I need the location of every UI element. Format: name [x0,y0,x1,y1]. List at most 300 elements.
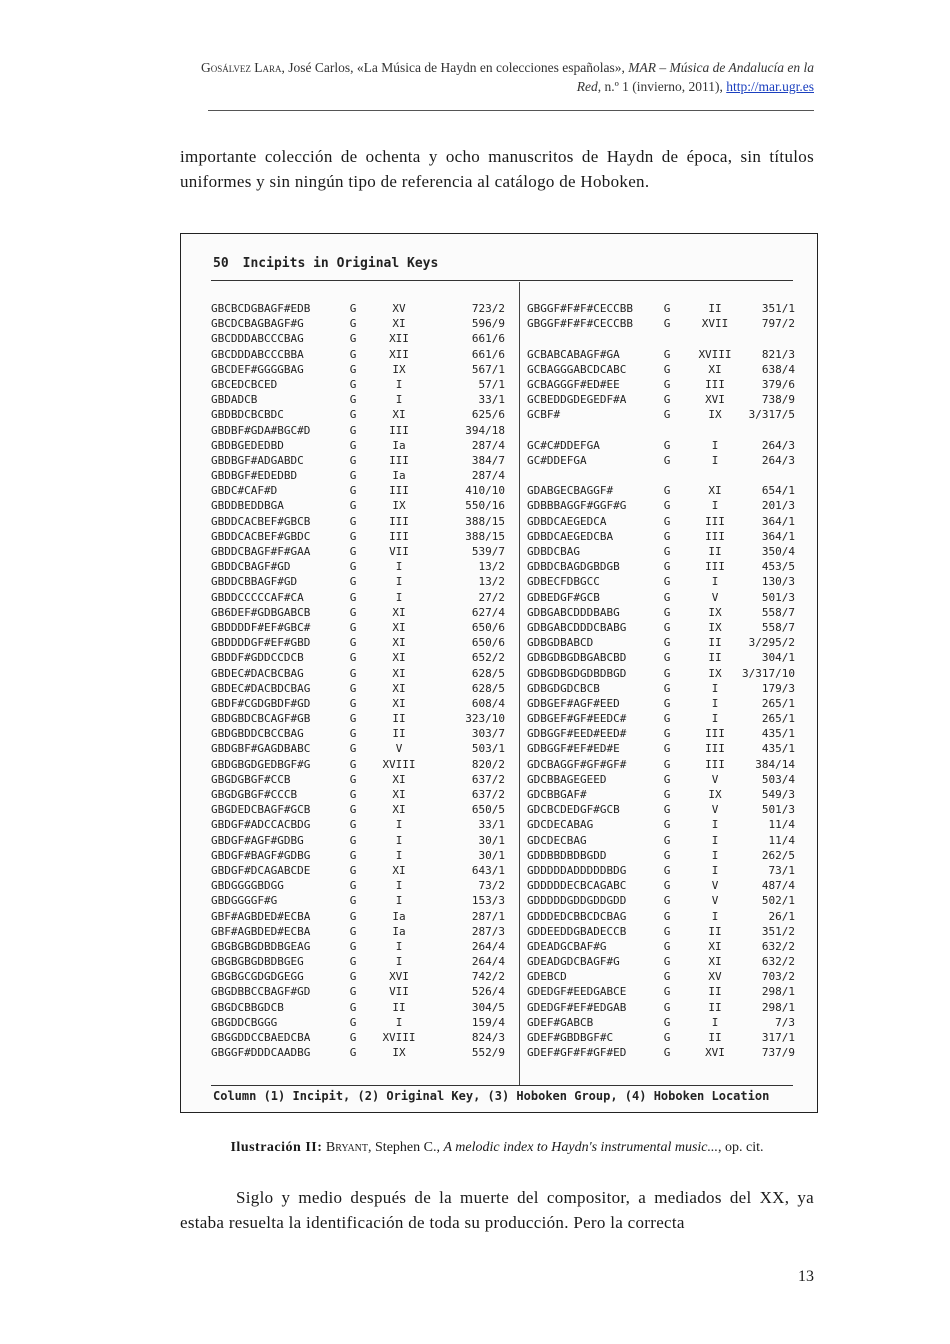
incipit-row [527,651,799,666]
incipit-cell: GDBGDBABCD [527,636,594,650]
incipit-cell: GBCDDDABCCCBBA [211,347,304,361]
incipit-cell: GDCBAGGF#GF#GF# [527,757,627,771]
hoboken-group-cell: VII [389,545,409,558]
key-cell: G [349,1046,357,1060]
hoboken-location-cell: 159/4 [471,1015,505,1029]
hoboken-location-cell: 526/4 [471,985,505,999]
group-spacer [527,424,799,439]
incipit-row [211,621,511,636]
hoboken-group-cell: IX [708,620,722,634]
hoboken-location-cell: 3/317/5 [748,408,795,422]
incipit-cell: GBDF#CGDGBDF#GD [211,696,311,710]
hoboken-group-cell: III [389,514,409,528]
header-author: Gosálvez Lara [200,60,282,75]
hoboken-group-cell: I [711,1015,719,1029]
key-cell: G [663,317,671,331]
incipit-row [527,499,799,514]
incipit-row [527,970,799,985]
hoboken-group-cell: V [711,590,719,604]
key-cell: G [663,651,671,665]
incipit-row [211,682,511,697]
incipit-row [211,879,511,894]
key-cell: G [349,590,357,604]
key-cell: G [663,1015,671,1029]
hoboken-group-cell: V [711,803,719,817]
incipit-column-right [527,302,799,1061]
incipit-cell: GBGGF#F#F#CECCBB [527,317,633,331]
key-cell: G [663,620,671,634]
incipit-row [527,818,799,833]
incipit-row [211,363,511,378]
hoboken-location-cell: 628/5 [471,681,505,695]
caption-label: Ilustración II: [230,1140,323,1155]
key-cell: G [349,848,357,862]
incipit-cell: GBCEDCBCED [211,377,278,391]
hoboken-location-cell: 388/15 [465,529,505,543]
incipit-cell: GDBGEF#AGF#EED [527,696,620,710]
incipit-row [527,697,799,712]
hoboken-group-cell: I [395,393,403,407]
hoboken-location-cell: 262/5 [761,848,795,862]
incipit-row [211,332,511,347]
incipit-cell: GBDDF#GDDCCDCB [211,651,304,665]
hoboken-location-cell: 821/3 [761,347,795,361]
hoboken-location-cell: 435/1 [761,727,795,741]
incipit-cell: GDBGABCDDDCBABG [527,620,627,634]
incipit-row [527,606,799,621]
incipit-row [527,636,799,651]
hoboken-group-cell: XI [392,317,406,331]
hoboken-location-cell: 27/2 [478,590,505,604]
incipit-row [527,803,799,818]
incipit-row [527,682,799,697]
key-cell: G [349,469,357,483]
hoboken-group-cell: II [708,985,722,999]
key-cell: G [349,757,357,771]
hoboken-location-cell: 738/9 [761,393,795,407]
key-cell: G [663,377,671,391]
incipit-cell: GBCBCDGBAGF#EDB [211,302,311,315]
incipit-cell: GCBF# [527,408,561,422]
incipit-row [527,834,799,849]
incipit-row [527,515,799,530]
incipit-cell: GBDGBDDCBCCBAG [211,727,304,741]
hoboken-location-cell: 130/3 [761,575,795,589]
hoboken-group-cell: XV [708,970,722,984]
hoboken-group-cell: I [711,863,719,877]
hoboken-location-cell: 650/6 [471,620,505,634]
incipit-cell: GC#DDEFGA [527,453,587,467]
hoboken-location-cell: 11/4 [768,818,795,832]
key-cell: G [663,302,671,315]
hoboken-group-cell: IX [708,788,722,801]
hoboken-group-cell: XI [392,651,406,665]
key-cell: G [663,879,671,893]
hoboken-group-cell: XI [392,408,406,422]
incipit-row [211,1001,511,1016]
hoboken-location-cell: 625/6 [471,408,505,422]
hoboken-location-cell: 26/1 [768,909,795,923]
hoboken-location-cell: 351/2 [761,924,795,938]
incipit-row [211,545,511,560]
incipit-cell: GBDBGF#EDEDBD [211,469,298,483]
incipit-cell: GDEADGCBAF#G [527,939,607,953]
hoboken-location-cell: 501/3 [761,590,795,604]
hoboken-group-cell: Ia [392,438,406,452]
incipit-cell: GDDDDDGDDGDDGDD [527,894,627,908]
incipit-row [527,1016,799,1031]
key-cell: G [349,727,357,741]
incipit-row [211,788,511,803]
key-cell: G [349,924,357,938]
incipit-row [211,408,511,423]
incipit-row [211,560,511,575]
key-cell: G [663,484,671,498]
group-spacer [527,469,799,484]
key-cell: G [663,955,671,969]
hoboken-group-cell: XII [389,332,409,346]
hoboken-group-cell: I [711,575,719,589]
hoboken-location-cell: 503/1 [471,742,505,756]
hoboken-group-cell: XV [392,302,406,315]
key-cell: G [349,408,357,422]
key-cell: G [349,423,357,437]
hoboken-group-cell: V [711,879,719,893]
incipit-cell: GBCDEF#GGGGBAG [211,362,304,376]
hoboken-location-cell: 287/4 [471,438,505,452]
key-cell: G [663,560,671,574]
incipit-cell: GBDGF#BAGF#GDBG [211,848,311,862]
key-cell: G [663,590,671,604]
hoboken-group-cell: I [395,833,403,847]
hoboken-location-cell: 638/4 [761,362,795,376]
header-divider [208,110,814,111]
incipit-cell: GBGDCBBGDCB [211,1000,284,1014]
body-paragraph-1: importante colección de ochenta y ocho manuscritos de Haydn de época, sin títulos uniformes y sin ningún tipo de referencia al catálogo de Hoboken. [180,147,814,191]
hoboken-group-cell: XVIII [382,757,416,771]
incipit-cell: GBDDCBAGF#GD [211,560,291,574]
incipit-row [527,621,799,636]
hoboken-group-cell: II [708,302,722,315]
key-cell: G [663,757,671,771]
hoboken-group-cell: IX [392,362,406,376]
hoboken-location-cell: 501/3 [761,803,795,817]
hoboken-location-cell: 3/295/2 [748,636,795,650]
hoboken-group-cell: III [705,727,725,741]
hoboken-location-cell: 33/1 [478,393,505,407]
incipit-cell: GBDDCBAGF#F#GAA [211,545,311,558]
hoboken-group-cell: Ia [392,924,406,938]
incipit-row [527,560,799,575]
hoboken-group-cell: XVI [389,970,409,984]
incipit-cell: GBCDDDABCCCBAG [211,332,304,346]
incipit-row [211,742,511,757]
hoboken-group-cell: I [395,848,403,862]
key-cell: G [663,408,671,422]
hoboken-location-cell: 287/4 [471,469,505,483]
key-cell: G [663,970,671,984]
key-cell: G [349,377,357,391]
incipit-cell: GDBGABCDDDBABG [527,605,620,619]
hoboken-group-cell: XI [392,863,406,877]
incipit-row [211,985,511,1000]
hoboken-location-cell: 558/7 [761,620,795,634]
incipit-cell: GDABGECBAGGF# [527,484,614,498]
incipit-cell: GDCBBAGEGEED [527,772,607,786]
key-cell: G [663,696,671,710]
key-cell: G [349,620,357,634]
key-cell: G [663,575,671,589]
body-paragraph-2-text: Siglo y medio después de la muerte del compositor, a mediados del XX, ya estaba resuelta la identificación de toda su producción. Pero la correcta [180,1188,814,1232]
hoboken-group-cell: III [389,423,409,437]
hoboken-location-cell: 703/2 [761,970,795,984]
hoboken-group-cell: I [395,575,403,589]
hoboken-location-cell: 287/1 [471,909,505,923]
hoboken-location-cell: 627/4 [471,605,505,619]
incipit-cell: GCBABCABAGF#GA [527,347,620,361]
hoboken-group-cell: XI [392,666,406,680]
hoboken-group-cell: XI [392,803,406,817]
hoboken-group-cell: VII [389,985,409,999]
incipit-cell: GBDDCCCCCAF#CA [211,590,304,604]
incipit-cell: GBGDEDCBAGF#GCB [211,803,311,817]
key-cell: G [349,1015,357,1029]
hoboken-group-cell: I [395,377,403,391]
hoboken-location-cell: 3/317/10 [742,666,795,680]
header-author-rest: , José Carlos, «La Música de Haydn en colecciones españolas», [281,60,629,75]
incipit-row [527,727,799,742]
incipit-cell: GDCBCDEDGF#GCB [527,803,620,817]
key-cell: G [663,681,671,695]
running-header [180,58,814,96]
incipit-cell: GDBDCBAG [527,545,580,558]
hoboken-location-cell: 7/3 [775,1015,795,1029]
key-cell: G [349,651,357,665]
header-issue: , n.º 1 (invierno, 2011), [597,79,727,94]
hoboken-group-cell: XI [392,788,406,801]
incipit-cell: GDDDEDCBBCDCBAG [527,909,627,923]
hoboken-group-cell: I [711,499,719,513]
incipit-cell: GBGDGBGF#CCCB [211,788,298,801]
incipit-row [527,712,799,727]
hoboken-group-cell: III [705,560,725,574]
hoboken-group-cell: I [395,590,403,604]
incipit-row [527,910,799,925]
scan-top-rule [211,280,793,281]
hoboken-group-cell: XVIII [382,1031,416,1044]
hoboken-group-cell: V [711,772,719,786]
hoboken-location-cell: 30/1 [478,848,505,862]
incipit-row [211,727,511,742]
incipit-cell: GBDDDDGF#EF#GBD [211,636,311,650]
hoboken-location-cell: 201/3 [761,499,795,513]
group-spacer [527,332,799,347]
scanned-figure [180,233,818,1113]
incipit-cell: GDBGDBGDBGABCBD [527,651,627,665]
hoboken-location-cell: 632/2 [761,955,795,969]
key-cell: G [663,1000,671,1014]
scan-page-number: 50 [213,256,229,271]
incipit-cell: GDEF#GBDBGF#C [527,1031,614,1044]
hoboken-group-cell: III [389,453,409,467]
key-cell: G [663,362,671,376]
incipit-row [211,773,511,788]
incipit-row [211,712,511,727]
key-cell: G [663,1046,671,1060]
incipit-row [527,667,799,682]
incipit-cell: GDCDECABAG [527,818,594,832]
hoboken-location-cell: 30/1 [478,833,505,847]
key-cell: G [663,347,671,361]
incipit-row [211,864,511,879]
hoboken-location-cell: 179/3 [761,681,795,695]
hoboken-group-cell: I [711,696,719,710]
key-cell: G [663,727,671,741]
hoboken-location-cell: 298/1 [761,985,795,999]
incipit-row [211,758,511,773]
key-cell: G [349,347,357,361]
hoboken-group-cell: XI [708,955,722,969]
incipit-cell: GBDBDCBCBDC [211,408,284,422]
incipit-row [527,408,799,423]
hoboken-group-cell: II [392,712,406,726]
key-cell: G [663,636,671,650]
incipit-row [211,910,511,925]
header-url-link[interactable]: http://mar.ugr.es [726,79,814,94]
key-cell: G [349,712,357,726]
incipit-cell: GDEBCD [527,970,567,984]
incipit-row [211,849,511,864]
hoboken-group-cell: I [711,818,719,832]
key-cell: G [349,438,357,452]
hoboken-location-cell: 820/2 [471,757,505,771]
hoboken-location-cell: 384/7 [471,453,505,467]
incipit-cell: GBDGBGDGEDBGF#G [211,757,311,771]
hoboken-location-cell: 298/1 [761,1000,795,1014]
incipit-row [211,454,511,469]
incipit-row [527,925,799,940]
incipit-cell: GBDGBF#GAGDBABC [211,742,311,756]
hoboken-group-cell: IX [392,499,406,513]
incipit-row [527,788,799,803]
hoboken-group-cell: IX [392,1046,406,1060]
incipit-row [211,317,511,332]
incipit-row [211,499,511,514]
incipit-column-left [211,302,511,1061]
hoboken-location-cell: 303/7 [471,727,505,741]
incipit-row [211,925,511,940]
key-cell: G [349,985,357,999]
incipit-row [211,636,511,651]
incipit-cell: GBDBGF#ADGABDC [211,453,304,467]
incipit-row [211,302,511,317]
incipit-cell: GBGBGBGDBDBGEAG [211,939,311,953]
incipit-row [211,591,511,606]
incipit-cell: GBGBGBGDBDBGEG [211,955,304,969]
hoboken-group-cell: XI [708,484,722,498]
hoboken-location-cell: 632/2 [761,939,795,953]
hoboken-location-cell: 350/4 [761,545,795,558]
incipit-cell: GDEF#GF#F#GF#ED [527,1046,627,1060]
incipit-row [211,818,511,833]
incipit-cell: GDEDGF#EEDGABCE [527,985,627,999]
hoboken-location-cell: 264/4 [471,939,505,953]
hoboken-group-cell: I [395,955,403,969]
incipit-row [527,393,799,408]
hoboken-location-cell: 661/6 [471,347,505,361]
incipit-row [211,1031,511,1046]
key-cell: G [349,499,357,513]
hoboken-group-cell: II [708,1031,722,1044]
hoboken-group-cell: I [395,1015,403,1029]
incipit-row [211,1016,511,1031]
incipit-row [211,515,511,530]
hoboken-group-cell: II [708,545,722,558]
hoboken-location-cell: 654/1 [761,484,795,498]
key-cell: G [663,453,671,467]
incipit-row [527,454,799,469]
key-cell: G [663,772,671,786]
hoboken-location-cell: 567/1 [471,362,505,376]
incipit-row [211,575,511,590]
hoboken-group-cell: III [705,377,725,391]
hoboken-location-cell: 737/9 [761,1046,795,1060]
incipit-cell: GDCDECBAG [527,833,587,847]
incipit-cell: GDEF#GABCB [527,1015,594,1029]
scan-bottom-rule [211,1085,793,1086]
incipit-cell: GBDDDDF#EF#GBC# [211,620,311,634]
hoboken-location-cell: 364/1 [761,514,795,528]
key-cell: G [663,863,671,877]
hoboken-location-cell: 317/1 [761,1031,795,1044]
page-number: 13 [798,1268,814,1285]
hoboken-group-cell: III [705,514,725,528]
incipit-row [211,697,511,712]
incipit-cell: GDBGDBGDGDBDBGD [527,666,627,680]
incipit-cell: GBF#AGBDED#ECBA [211,909,311,923]
incipit-row [211,484,511,499]
incipit-row [211,439,511,454]
hoboken-location-cell: 13/2 [478,560,505,574]
incipit-cell: GDBGGF#EED#EED# [527,727,627,741]
key-cell: G [349,803,357,817]
incipit-cell: GDBGEF#GF#EEDC# [527,712,627,726]
incipit-row [527,758,799,773]
hoboken-location-cell: 549/3 [761,788,795,801]
hoboken-group-cell: IX [708,605,722,619]
key-cell: G [663,939,671,953]
hoboken-location-cell: 410/10 [465,484,505,498]
hoboken-location-cell: 539/7 [471,545,505,558]
hoboken-group-cell: I [711,453,719,467]
hoboken-group-cell: XVI [705,393,725,407]
hoboken-group-cell: XI [392,681,406,695]
hoboken-group-cell: I [711,712,719,726]
hoboken-group-cell: III [389,529,409,543]
hoboken-group-cell: IX [708,408,722,422]
incipit-row [527,742,799,757]
hoboken-location-cell: 661/6 [471,332,505,346]
scan-column-legend: Column (1) Incipit, (2) Original Key, (3) Hoboken Group, (4) Hoboken Location [213,1089,770,1103]
incipit-cell: GDDBBDBDBGDD [527,848,607,862]
hoboken-group-cell: XI [392,620,406,634]
hoboken-group-cell: XVIII [698,347,732,361]
incipit-row [527,317,799,332]
hoboken-location-cell: 388/15 [465,514,505,528]
incipit-cell: GC#C#DDEFGA [527,438,600,452]
hoboken-location-cell: 637/2 [471,772,505,786]
incipit-cell: GBDEC#DACBDCBAG [211,681,311,695]
